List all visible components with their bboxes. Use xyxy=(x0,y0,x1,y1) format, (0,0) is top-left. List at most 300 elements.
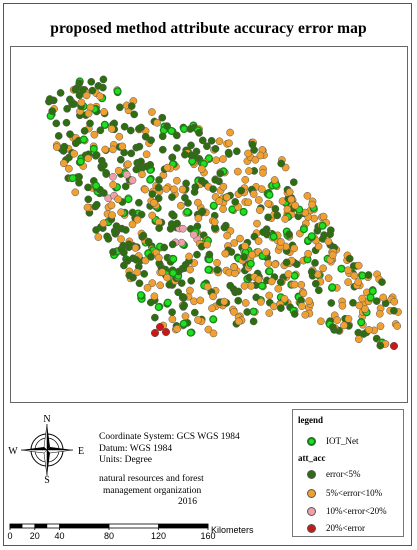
map-point xyxy=(53,120,60,127)
legend-box xyxy=(292,409,404,537)
network-node xyxy=(187,329,194,336)
map-point xyxy=(291,245,298,252)
map-point xyxy=(210,330,217,337)
network-node xyxy=(170,270,177,277)
map-point xyxy=(344,267,351,274)
map-point xyxy=(231,239,238,246)
compass-south: S xyxy=(44,475,50,486)
map-point xyxy=(91,131,98,138)
map-point xyxy=(75,179,82,186)
coordinate-info xyxy=(99,432,240,467)
map-title: proposed method attribute accuracy error map xyxy=(50,20,367,37)
scale-tick-3: 80 xyxy=(103,531,115,541)
map-point xyxy=(211,218,218,225)
network-node xyxy=(93,182,100,189)
map-point xyxy=(334,317,341,324)
network-node xyxy=(291,272,298,279)
map-point xyxy=(197,297,204,304)
map-point xyxy=(113,223,120,230)
legend-title: legend xyxy=(298,415,324,425)
map-point xyxy=(137,158,144,165)
map-point xyxy=(159,133,166,140)
map-point xyxy=(298,281,305,288)
map-point xyxy=(268,278,275,285)
map-point xyxy=(121,123,128,130)
network-node xyxy=(329,284,336,291)
map-point xyxy=(86,120,93,127)
map-point xyxy=(149,212,156,219)
map-point xyxy=(151,314,158,321)
map-point xyxy=(300,290,307,297)
map-point xyxy=(210,186,217,193)
map-point xyxy=(109,146,116,153)
map-point xyxy=(85,110,92,117)
map-point xyxy=(241,282,248,289)
map-point xyxy=(133,256,140,263)
map-point xyxy=(120,262,127,269)
map-point xyxy=(214,259,221,266)
map-point xyxy=(361,306,368,313)
map-point xyxy=(277,279,284,286)
map-point xyxy=(216,198,223,205)
organization-year: 2016 xyxy=(178,497,197,507)
map-point xyxy=(159,269,166,276)
network-node xyxy=(180,320,187,327)
map-point xyxy=(308,201,315,208)
map-point xyxy=(235,297,242,304)
scale-bar xyxy=(8,522,258,544)
map-point xyxy=(213,157,220,164)
map-point xyxy=(128,103,135,110)
network-node xyxy=(205,266,212,273)
map-point xyxy=(277,238,284,245)
map-point xyxy=(127,127,134,134)
map-point xyxy=(129,177,136,184)
map-point xyxy=(140,232,147,239)
map-point xyxy=(255,196,262,203)
map-point xyxy=(242,176,249,183)
map-point xyxy=(132,244,139,251)
map-point xyxy=(255,276,262,283)
legend-class-4-label: 20%<error xyxy=(326,523,366,533)
map-point xyxy=(72,189,79,196)
map-point xyxy=(240,253,247,260)
map-point xyxy=(128,150,135,157)
network-node xyxy=(90,146,97,153)
map-point xyxy=(359,295,366,302)
map-point xyxy=(78,99,85,106)
map-point xyxy=(230,308,237,315)
map-point xyxy=(72,86,79,93)
map-point xyxy=(302,311,309,318)
map-point xyxy=(135,125,142,132)
map-point xyxy=(339,302,346,309)
scale-unit: Kilometers xyxy=(211,525,254,535)
map-point xyxy=(181,151,188,158)
map-point xyxy=(157,282,164,289)
map-point xyxy=(195,215,202,222)
legend-item-class-1 xyxy=(293,469,405,481)
network-node xyxy=(114,88,121,95)
map-point xyxy=(163,185,170,192)
map-point xyxy=(242,299,249,306)
scale-tick-2: 40 xyxy=(54,531,65,541)
map-point xyxy=(285,270,292,277)
map-point xyxy=(351,272,358,279)
coordinate-system-text: Coordinate System: GCS WGS 1984 xyxy=(99,432,240,442)
network-node xyxy=(266,268,273,275)
map-point xyxy=(108,202,115,209)
map-point xyxy=(190,298,197,305)
network-node xyxy=(301,226,308,233)
map-point xyxy=(230,264,237,271)
map-point xyxy=(147,299,154,306)
map-point xyxy=(247,282,254,289)
scale-tick-4: 120 xyxy=(150,531,167,541)
map-point xyxy=(325,275,332,282)
map-point xyxy=(110,181,117,188)
map-point xyxy=(173,132,180,139)
map-point xyxy=(60,147,67,154)
map-point xyxy=(116,104,123,111)
map-point xyxy=(46,95,53,102)
map-point xyxy=(71,150,78,157)
organization-credit xyxy=(99,474,219,509)
map-point xyxy=(306,298,313,305)
map-point xyxy=(266,292,273,299)
map-point xyxy=(118,246,125,253)
map-point xyxy=(222,250,229,257)
map-point xyxy=(312,280,319,287)
map-point xyxy=(290,179,297,186)
legend-item-class-3 xyxy=(293,506,405,518)
network-node xyxy=(259,282,266,289)
map-point xyxy=(265,200,272,207)
network-node xyxy=(155,304,162,311)
map-point xyxy=(117,156,124,163)
map-point xyxy=(216,138,223,145)
map-point xyxy=(191,309,198,316)
map-point xyxy=(376,310,383,317)
map-point xyxy=(235,318,242,325)
map-point xyxy=(149,191,156,198)
map-point xyxy=(198,165,205,172)
map-point xyxy=(305,250,312,257)
map-point xyxy=(109,173,116,180)
map-point xyxy=(232,198,239,205)
map-point xyxy=(182,313,189,320)
network-node xyxy=(240,209,247,216)
map-point xyxy=(155,254,162,261)
class-1-symbol-icon xyxy=(307,470,316,479)
map-point xyxy=(186,287,193,294)
map-point xyxy=(275,285,282,292)
map-point xyxy=(136,143,143,150)
compass-east: E xyxy=(77,446,85,457)
map-point xyxy=(329,251,336,258)
map-point xyxy=(225,140,232,147)
map-point xyxy=(208,305,215,312)
map-point xyxy=(84,204,91,211)
network-node xyxy=(250,308,257,315)
map-point xyxy=(166,281,173,288)
map-point xyxy=(221,224,228,231)
map-point xyxy=(340,322,347,329)
map-point xyxy=(194,316,201,323)
map-point-high-error xyxy=(156,323,164,331)
map-point xyxy=(286,231,293,238)
map-point xyxy=(179,293,186,300)
map-point xyxy=(131,111,138,118)
map-point xyxy=(227,129,234,136)
map-point xyxy=(346,255,353,262)
map-point xyxy=(173,177,180,184)
map-point xyxy=(55,132,62,139)
map-point xyxy=(266,310,273,317)
legend-item-network xyxy=(293,436,405,448)
map-point xyxy=(204,241,211,248)
map-point xyxy=(214,266,221,273)
map-point xyxy=(161,244,168,251)
map-point xyxy=(150,199,157,206)
map-point xyxy=(170,186,177,193)
map-point xyxy=(233,148,240,155)
map-point xyxy=(193,251,200,258)
map-point xyxy=(206,251,213,258)
map-point xyxy=(169,316,176,323)
legend-group-title: att_acc xyxy=(298,453,326,463)
map-point xyxy=(100,108,107,115)
map-point xyxy=(178,280,185,287)
map-point xyxy=(238,187,245,194)
map-point xyxy=(135,199,142,206)
map-point xyxy=(250,318,257,325)
map-point-high-error xyxy=(151,329,159,337)
map-point xyxy=(145,238,152,245)
map-point xyxy=(320,265,327,272)
map-point xyxy=(123,171,130,178)
map-canvas[interactable] xyxy=(10,46,408,403)
map-point xyxy=(262,249,269,256)
map-point xyxy=(118,209,125,216)
map-point xyxy=(219,156,226,163)
map-point xyxy=(115,167,122,174)
map-point xyxy=(253,220,260,227)
map-point xyxy=(390,307,397,314)
class-4-symbol-icon xyxy=(307,524,316,533)
network-node xyxy=(319,222,326,229)
map-point xyxy=(187,125,194,132)
map-point xyxy=(136,280,143,287)
map-point xyxy=(298,303,305,310)
legend-item-class-4 xyxy=(293,523,405,535)
map-point xyxy=(365,271,372,278)
map-point xyxy=(187,142,194,149)
map-point xyxy=(278,160,285,167)
network-node xyxy=(210,316,217,323)
map-point xyxy=(286,188,293,195)
network-node xyxy=(69,175,76,182)
map-point xyxy=(155,176,162,183)
map-point xyxy=(186,253,193,260)
scale-tick-5: 160 xyxy=(200,531,216,541)
map-point xyxy=(220,183,227,190)
map-point xyxy=(244,308,251,315)
map-point xyxy=(212,145,219,152)
map-point xyxy=(187,266,194,273)
map-point xyxy=(317,318,324,325)
compass-west: W xyxy=(8,446,18,457)
map-point xyxy=(248,251,255,258)
network-node xyxy=(358,319,365,326)
map-point xyxy=(109,248,116,255)
map-point xyxy=(144,284,151,291)
map-point xyxy=(277,305,284,312)
map-point xyxy=(124,161,131,168)
map-point xyxy=(169,154,176,161)
map-point xyxy=(93,201,100,208)
map-point xyxy=(282,215,289,222)
map-point xyxy=(198,177,205,184)
map-point xyxy=(138,171,145,178)
map-point xyxy=(85,155,92,162)
map-point xyxy=(355,336,362,343)
map-point xyxy=(177,202,184,209)
map-point xyxy=(210,293,217,300)
map-point xyxy=(391,298,398,305)
map-point xyxy=(148,108,155,115)
map-point xyxy=(311,259,318,266)
map-point xyxy=(242,243,249,250)
map-point xyxy=(272,205,279,212)
map-point xyxy=(154,119,161,126)
datum-text: Datum: WGS 1984 xyxy=(99,443,173,454)
network-node xyxy=(80,136,87,143)
map-point xyxy=(274,212,281,219)
network-node xyxy=(270,233,277,240)
map-point xyxy=(345,315,352,322)
map-point xyxy=(156,225,163,232)
map-point xyxy=(108,125,115,132)
map-point xyxy=(96,93,103,100)
map-point xyxy=(164,164,171,171)
map-point xyxy=(115,196,122,203)
map-point xyxy=(109,212,116,219)
map-point xyxy=(98,164,105,171)
map-point xyxy=(292,202,299,209)
map-point xyxy=(260,229,267,236)
map-point xyxy=(394,322,401,329)
map-point xyxy=(169,211,176,218)
map-point xyxy=(225,149,232,156)
map-point xyxy=(63,119,70,126)
network-node xyxy=(338,265,345,272)
map-point xyxy=(119,143,126,150)
map-point xyxy=(255,238,262,245)
map-point-high-error xyxy=(162,328,170,336)
map-point xyxy=(284,206,291,213)
network-node xyxy=(367,294,374,301)
map-point xyxy=(257,298,264,305)
map-point xyxy=(169,309,176,316)
map-point xyxy=(328,299,335,306)
map-point xyxy=(304,192,311,199)
map-point xyxy=(155,184,162,191)
map-point-high-error xyxy=(390,342,398,350)
class-3-symbol-icon xyxy=(307,507,316,516)
map-point xyxy=(64,105,71,112)
map-point xyxy=(271,176,278,183)
map-point xyxy=(257,152,264,159)
map-point xyxy=(191,188,198,195)
map-point xyxy=(204,283,211,290)
map-point xyxy=(355,262,362,269)
map-point xyxy=(97,127,104,134)
network-symbol-icon xyxy=(307,437,316,446)
map-point xyxy=(122,226,129,233)
map-point xyxy=(291,281,298,288)
points-layer xyxy=(45,76,401,350)
map-point xyxy=(95,82,102,89)
legend-class-1-label: error<5% xyxy=(326,469,361,479)
map-point xyxy=(100,76,107,83)
map-point xyxy=(256,207,263,214)
map-point xyxy=(133,166,140,173)
scale-tick-1: 20 xyxy=(29,531,40,541)
map-point xyxy=(126,272,133,279)
network-node xyxy=(266,192,273,199)
map-point xyxy=(188,277,195,284)
map-point xyxy=(72,140,79,147)
map-point xyxy=(221,298,228,305)
compass-rose-icon xyxy=(8,412,86,484)
network-node xyxy=(138,292,145,299)
map-point xyxy=(325,238,332,245)
map-point xyxy=(212,176,219,183)
map-point xyxy=(179,186,186,193)
map-point xyxy=(224,232,231,239)
map-point xyxy=(283,259,290,266)
map-point xyxy=(265,214,272,221)
map-point xyxy=(169,241,176,248)
map-point xyxy=(181,194,188,201)
map-point xyxy=(116,133,123,140)
map-point xyxy=(57,89,64,96)
map-point xyxy=(250,190,257,197)
network-node xyxy=(308,233,315,240)
map-point xyxy=(245,167,252,174)
map-point xyxy=(117,236,124,243)
map-point xyxy=(179,225,186,232)
map-point xyxy=(245,199,252,206)
map-point xyxy=(143,151,150,158)
map-point xyxy=(148,137,155,144)
map-point xyxy=(147,253,154,260)
map-point xyxy=(85,196,92,203)
map-point xyxy=(168,194,175,201)
legend-item-class-2 xyxy=(293,488,405,500)
map-point xyxy=(377,342,384,349)
map-point xyxy=(315,287,322,294)
map-point xyxy=(345,279,352,286)
network-node xyxy=(170,256,177,263)
map-point xyxy=(227,282,234,289)
map-point xyxy=(53,144,60,151)
scale-tick-0: 0 xyxy=(7,531,13,541)
map-point xyxy=(199,137,206,144)
network-node xyxy=(164,299,171,306)
map-point xyxy=(378,279,385,286)
